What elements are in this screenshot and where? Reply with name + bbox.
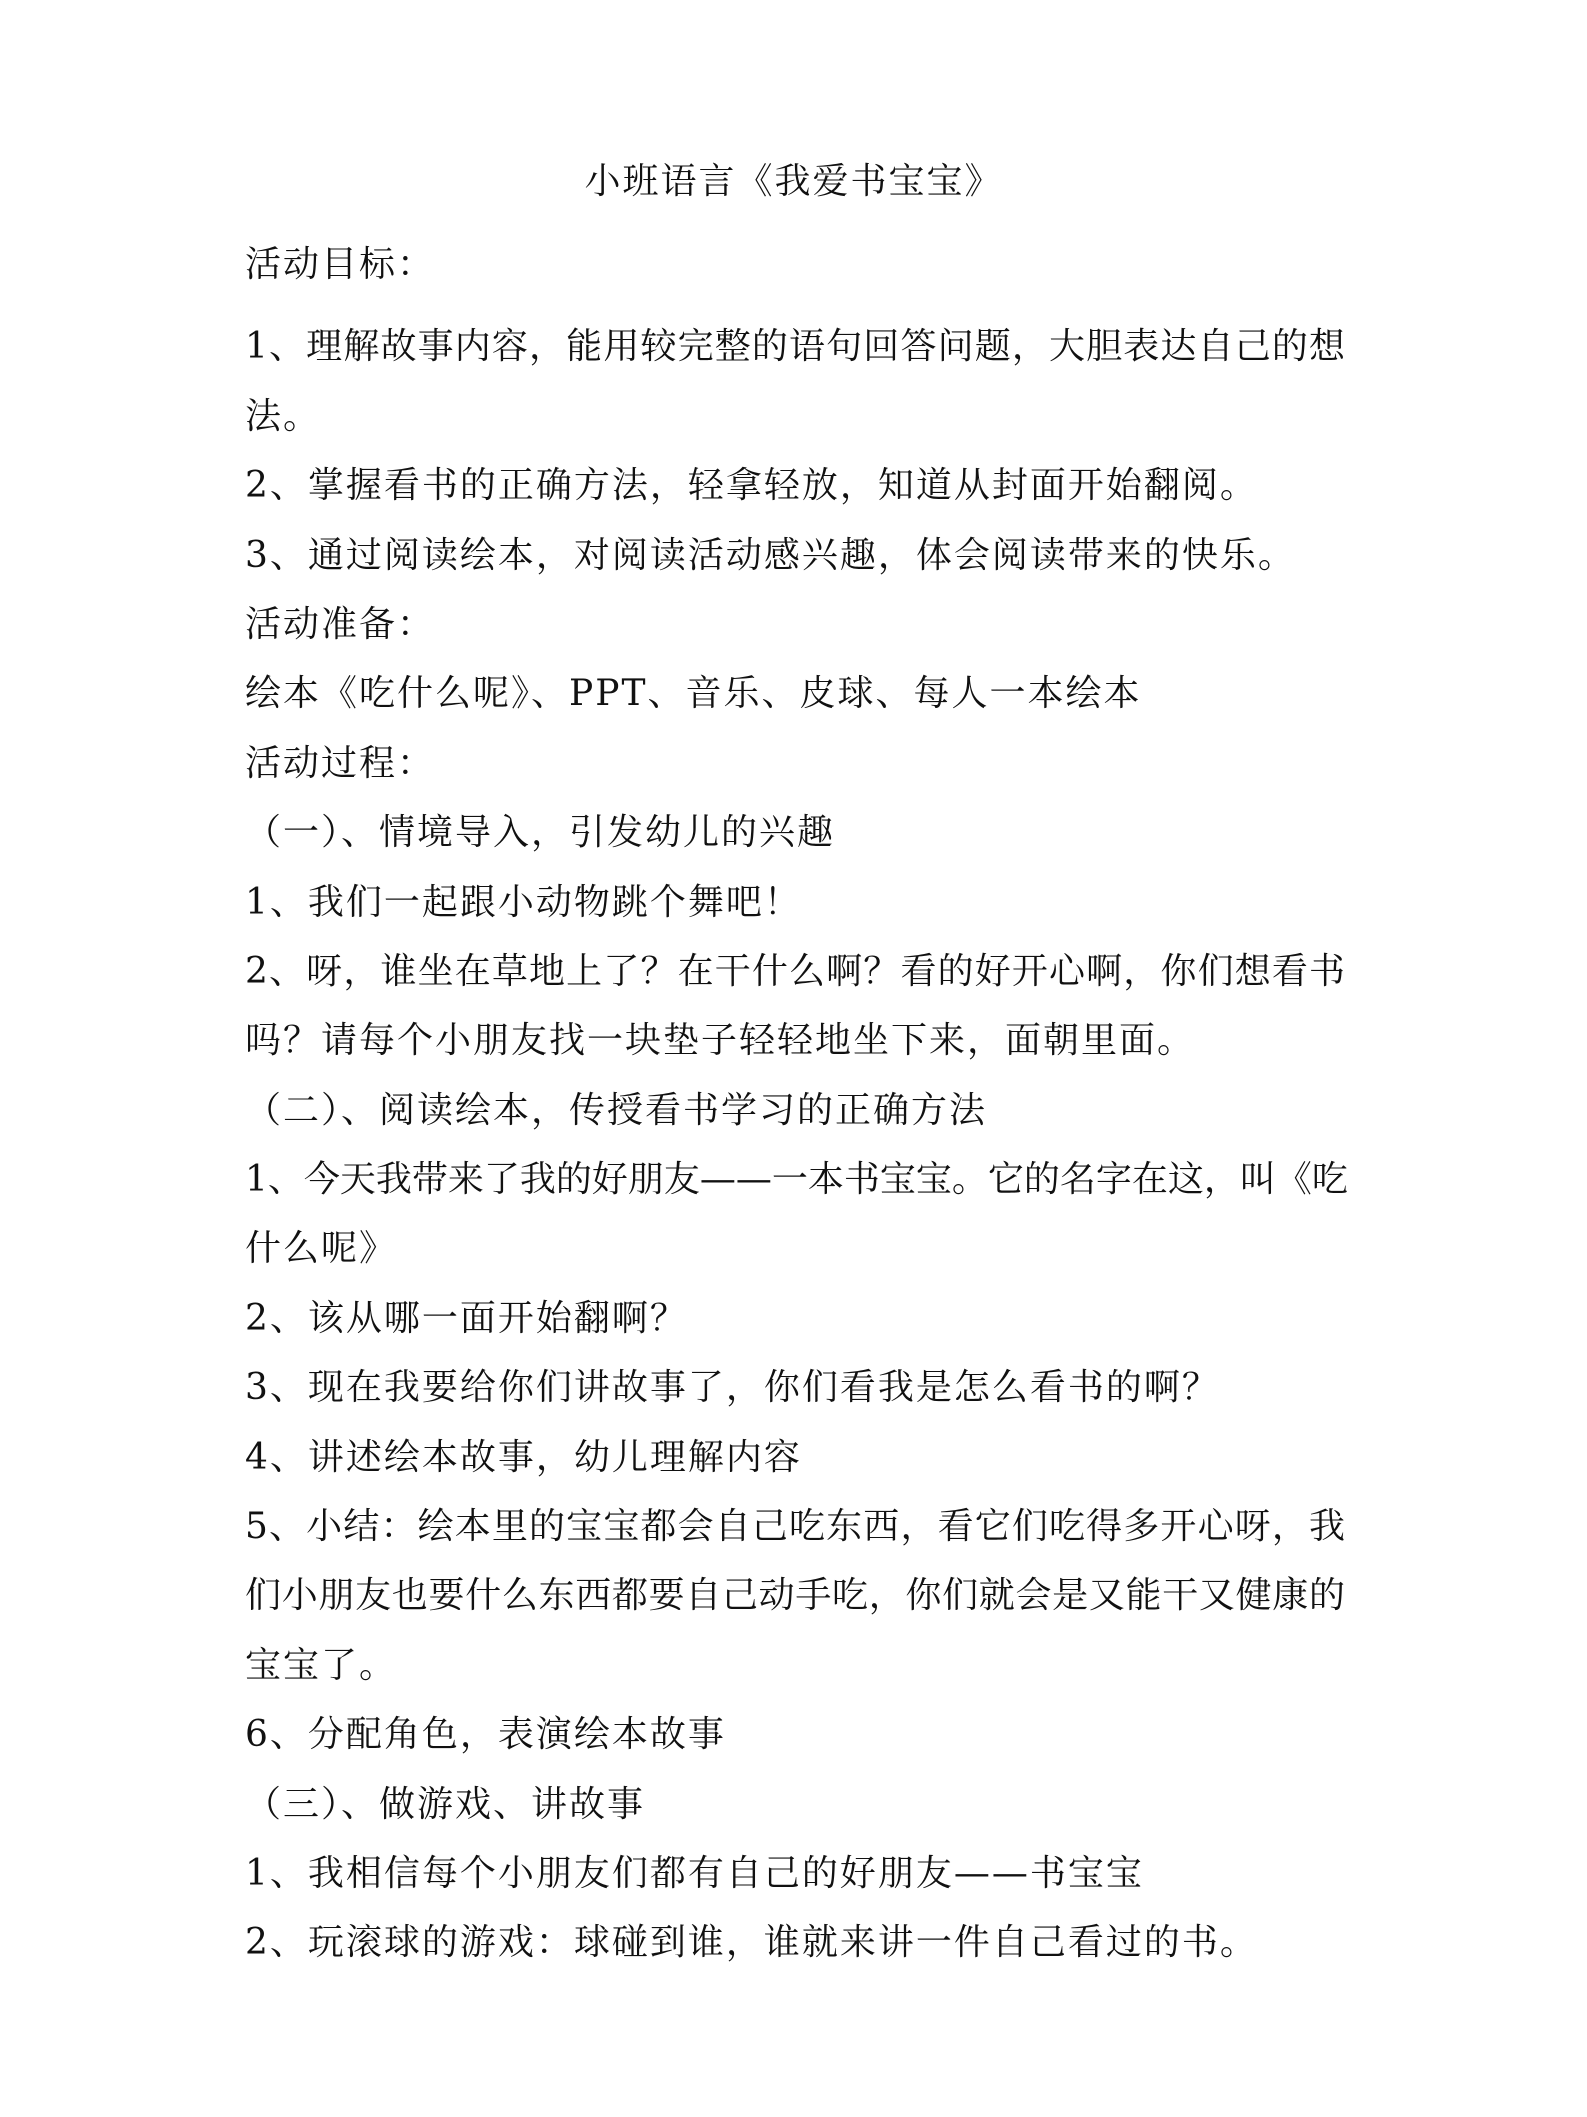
- goal-item-2: 2、掌握看书的正确方法，轻拿轻放，知道从封面开始翻阅。: [245, 465, 1258, 506]
- section-heading-process: 活动过程：: [245, 743, 436, 784]
- goal-item-3: 3、通过阅读绘本，对阅读活动感兴趣，体会阅读带来的快乐。: [245, 535, 1296, 576]
- process-part-3-heading: （三）、做游戏、讲故事: [245, 1784, 646, 1825]
- document-title: 小班语言《我爱书宝宝》: [584, 161, 1003, 202]
- process-part-1-heading: （一）、情境导入，引发幼儿的兴趣: [245, 812, 836, 853]
- process-part-2-item-1-line-2: 什么呢》: [245, 1228, 398, 1269]
- process-part-2-item-4: 4、讲述绘本故事，幼儿理解内容: [245, 1437, 802, 1478]
- section-heading-preparation: 活动准备：: [245, 604, 436, 645]
- process-part-2-heading: （二）、阅读绘本，传授看书学习的正确方法: [245, 1090, 988, 1131]
- process-part-3-item-2: 2、玩滚球的游戏：球碰到谁，谁就来讲一件自己看过的书。: [245, 1922, 1258, 1963]
- process-part-1-item-2-line-2: 吗？请每个小朋友找一块垫子轻轻地坐下来，面朝里面。: [245, 1020, 1196, 1061]
- process-part-3-item-1: 1、我相信每个小朋友们都有自己的好朋友——书宝宝: [245, 1853, 1144, 1894]
- process-part-2-item-1-line-1: 1、今天我带来了我的好朋友——一本书宝宝。它的名字在这，叫《吃: [245, 1159, 1348, 1200]
- goal-item-1-line-2: 法。: [245, 396, 322, 437]
- process-part-2-item-5-line-2: 们小朋友也要什么东西都要自己动手吃，你们就会是又能干又健康的: [245, 1575, 1345, 1616]
- process-part-1-item-1: 1、我们一起跟小动物跳个舞吧！: [245, 882, 802, 923]
- process-part-2-item-5-line-1: 5、小结：绘本里的宝宝都会自己吃东西，看它们吃得多开心呀，我: [245, 1506, 1345, 1547]
- process-part-1-item-2-line-1: 2、呀，谁坐在草地上了？在干什么啊？看的好开心啊，你们想看书: [245, 951, 1345, 992]
- goal-item-1-line-1: 1、理解故事内容，能用较完整的语句回答问题，大胆表达自己的想: [245, 326, 1345, 367]
- process-part-2-item-6: 6、分配角色，表演绘本故事: [245, 1714, 726, 1755]
- process-part-2-item-5-line-3: 宝宝了。: [245, 1645, 398, 1686]
- process-part-2-item-3: 3、现在我要给你们讲故事了，你们看我是怎么看书的啊？: [245, 1367, 1220, 1408]
- process-part-2-item-2: 2、该从哪一面开始翻啊？: [245, 1298, 688, 1339]
- preparation-text: 绘本《吃什么呢》、PPT、音乐、皮球、每人一本绘本: [245, 673, 1142, 714]
- section-heading-goals: 活动目标：: [245, 244, 436, 285]
